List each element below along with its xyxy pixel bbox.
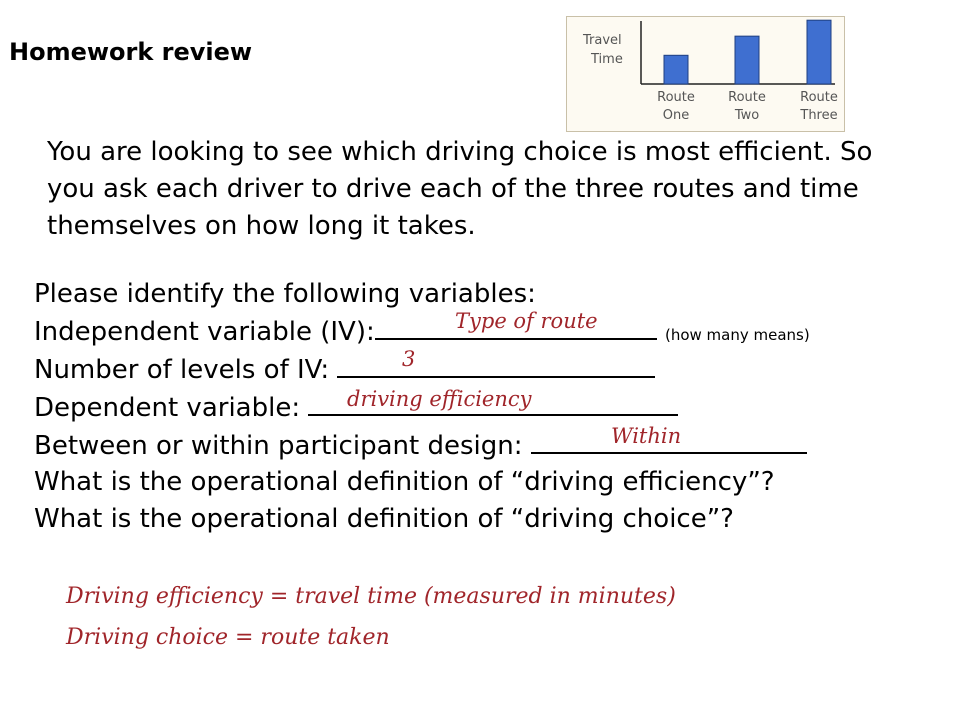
- slide-title: Homework review: [9, 38, 253, 66]
- y-axis-label-line2: Time: [591, 52, 623, 67]
- iv-label: Independent variable (IV):: [34, 317, 375, 347]
- x-tick-label-route-1-line-2: One: [662, 108, 690, 123]
- y-axis-label-line1: Travel: [583, 33, 622, 48]
- x-tick-label-route-2-line-1: Route: [728, 90, 766, 105]
- x-tick-label-route-3-line-2: Three: [800, 108, 838, 123]
- question-prompt: Please identify the following variables:: [34, 279, 536, 309]
- levels-answer: 3: [402, 347, 416, 371]
- dv-label: Dependent variable:: [34, 393, 301, 423]
- x-tick-label-route-3-line-1: Route: [800, 90, 838, 105]
- design-answer: Within: [611, 424, 682, 448]
- levels-question: [34, 354, 655, 385]
- bar-route-2: [735, 36, 759, 84]
- iv-answer: Type of route: [455, 309, 598, 333]
- dv-answer: driving efficiency: [347, 387, 532, 411]
- op-efficiency-answer: Driving efficiency = travel time (measured in minutes): [66, 584, 676, 609]
- op-efficiency-question: What is the operational definition of “driving efficiency”?: [34, 467, 775, 497]
- levels-answer-blank[interactable]: [337, 354, 655, 378]
- scenario-text: You are looking to see which driving choice is most efficient. So you ask each driver to drive each of the three routes and time themselves on how long it takes.: [47, 137, 873, 241]
- op-choice-answer: Driving choice = route taken: [66, 625, 390, 650]
- bar-route-1: [664, 55, 688, 84]
- design-label: Between or within participant design:: [34, 431, 523, 461]
- bar-route-3: [807, 20, 831, 84]
- bar-chart-svg: [567, 17, 844, 131]
- route-travel-time-chart: [566, 16, 845, 132]
- iv-note: (how many means): [664, 326, 810, 344]
- op-choice-question: What is the operational definition of “driving choice”?: [34, 504, 734, 534]
- x-tick-label-route-2-line-2: Two: [734, 108, 760, 123]
- levels-label: Number of levels of IV:: [34, 355, 330, 385]
- design-question: [34, 430, 807, 461]
- bars-layer: [657, 20, 838, 123]
- iv-question: [34, 316, 810, 347]
- x-tick-label-route-1-line-1: Route: [657, 90, 695, 105]
